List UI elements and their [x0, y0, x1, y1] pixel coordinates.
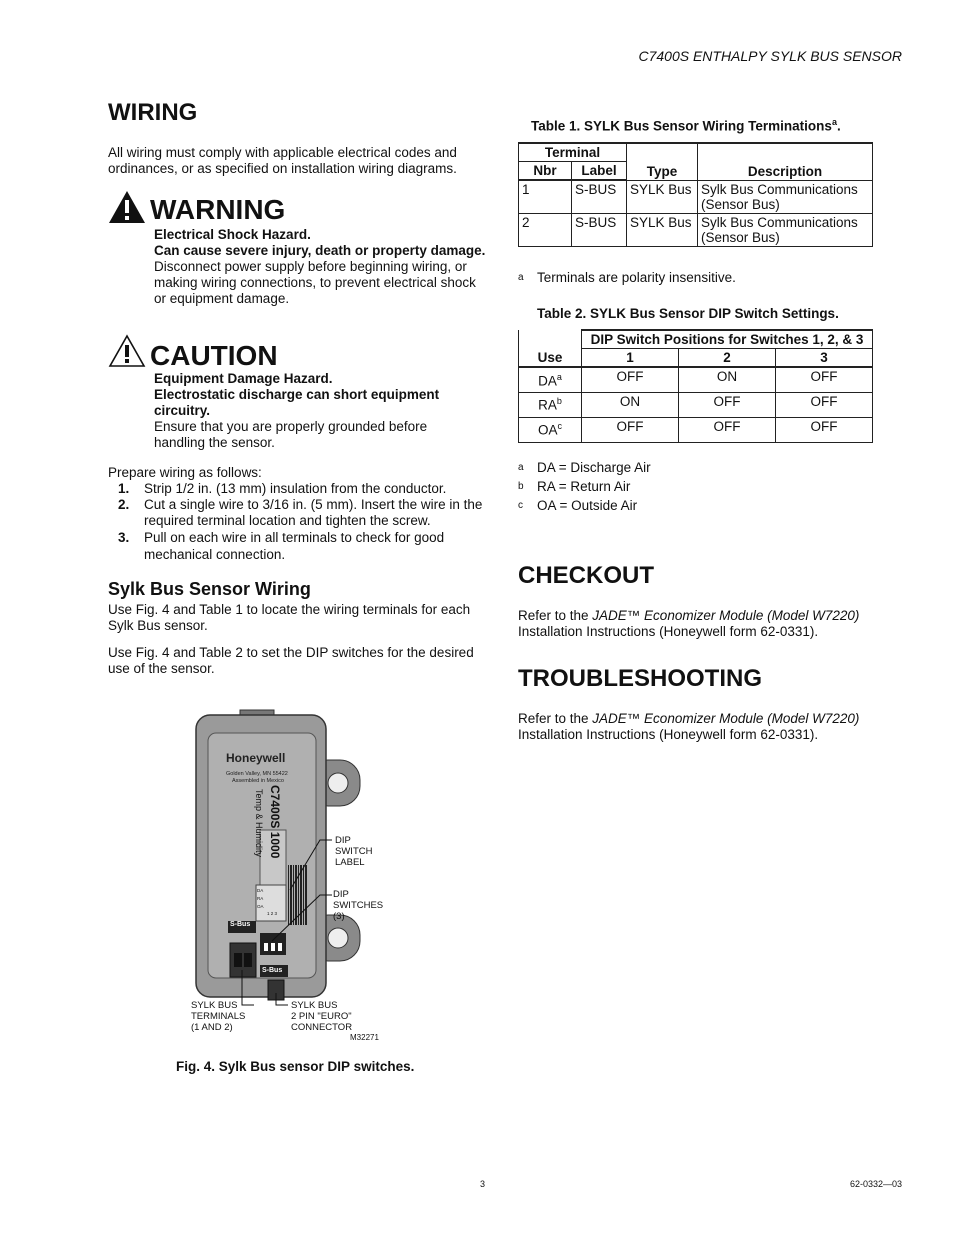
label-sylk-terminals: SYLK BUS TERMINALS (1 AND 2): [191, 1000, 246, 1033]
warning-line2: Can cause severe injury, death or property damage.: [154, 243, 486, 258]
running-header: C7400S ENTHALPY SYLK BUS SENSOR: [638, 48, 902, 64]
list-item: 3. Pull on each wire in all terminals to check for good mechanical connection.: [118, 530, 445, 562]
table2-header-3: 3: [775, 349, 872, 368]
sylk-heading: Sylk Bus Sensor Wiring: [108, 579, 311, 599]
table1-header-nbr: Nbr: [519, 162, 572, 181]
warning-title: WARNING: [150, 194, 286, 225]
figure-address: Golden Valley, MN 55422 Assembled in Mexico: [226, 771, 288, 784]
table-row: 1 S-BUS SYLK Bus Sylk Bus Communications (Sensor Bus): [519, 180, 873, 213]
table1-header-label: Label: [572, 162, 627, 181]
warning-line1: Electrical Shock Hazard.: [154, 227, 311, 242]
table2-header-use: Use: [519, 330, 582, 367]
table-row: $RA^b$ ON OFF OFF: [519, 392, 873, 417]
wiring-intro: All wiring must comply with applicable electrical codes and ordinances, or as specified on installation wiring diagrams.: [108, 145, 457, 176]
document-number: 62-0332—03: [849, 1179, 902, 1189]
caution-icon: [108, 334, 148, 370]
table2-caption: Table 2. SYLK Bus Sensor DIP Switch Settings.: [537, 306, 839, 321]
table1-header-type: Type: [627, 143, 698, 180]
warning-block: [154, 227, 489, 307]
table-row: $DA^a$ OFF ON OFF: [519, 367, 873, 392]
table2-header-2: 2: [678, 349, 775, 368]
figure-dip-label: DA RA OA 1 2 3: [257, 888, 278, 916]
troubleshooting-heading: TROUBLESHOOTING: [518, 665, 762, 692]
caution-block: [154, 371, 474, 451]
table2-header-1: 1: [582, 349, 679, 368]
table-row: $OA^c$ OFF OFF OFF: [519, 417, 873, 442]
warning-body: Disconnect power supply before beginning wiring, or making wiring connections, to prevent electrical shock or equipment damage.: [154, 259, 476, 306]
figure-brand: Honeywell: [226, 751, 286, 765]
caution-line2: Electrostatic discharge can short equipment circuitry.: [154, 387, 440, 418]
figure-subtitle: Temp & Humidity: [254, 789, 264, 858]
table1: [518, 142, 873, 247]
checkout-text: Refer to the JADE™ Economizer Module (Model W7220) Installation Instructions (Honeywell form 62-0331).: [518, 608, 860, 639]
table-row: 2 S-BUS SYLK Bus Sylk Bus Communications (Sensor Bus): [519, 213, 873, 246]
troubleshooting-text: Refer to the JADE™ Economizer Module (Model W7220) Installation Instructions (Honeywell form 62-0331).: [518, 711, 860, 742]
figure-model: C7400S 1000: [268, 785, 282, 859]
figure-code: M32271: [350, 1033, 379, 1042]
caution-title: CAUTION: [150, 340, 278, 371]
sylk-paragraph-1: Use Fig. 4 and Table 1 to locate the wiring terminals for each Sylk Bus sensor.: [108, 602, 471, 633]
table1-group-header: Terminal: [519, 143, 627, 162]
sylk-paragraph-2: Use Fig. 4 and Table 2 to set the DIP switches for the desired use of the sensor.: [108, 645, 474, 676]
figure-sbus-bottom: S-Bus: [262, 967, 283, 974]
table2-group-header: DIP Switch Positions for Switches 1, 2, & 3: [582, 330, 873, 349]
label-sylk-connector: SYLK BUS 2 PIN "EURO" CONNECTOR: [291, 1000, 353, 1033]
figure-sbus-left: S-Bus: [230, 921, 251, 928]
page-number: 3: [480, 1179, 486, 1189]
caution-body: Ensure that you are properly grounded before handling the sensor.: [154, 419, 428, 450]
table2-footnotes: a DA = Discharge Air b RA = Return Air c OA = Outside Air: [518, 460, 651, 513]
sensor-figure: [180, 705, 400, 1050]
wiring-heading: WIRING: [108, 99, 198, 126]
table2: [518, 329, 873, 443]
warning-icon: [108, 190, 148, 226]
label-dip-switch-label: DIP SWITCH LABEL: [335, 835, 373, 868]
steps-list: [108, 481, 490, 563]
table1-header-description: Description: [698, 143, 873, 180]
label-dip-switches: DIP SWITCHES (3): [333, 889, 384, 922]
caution-line1: Equipment Damage Hazard.: [154, 371, 333, 386]
list-item: 2. Cut a single wire to 3/16 in. (5 mm). Insert the wire in the required terminal location and tighten the screw.: [118, 497, 483, 528]
table1-caption: Table 1. SYLK Bus Sensor Wiring Terminations$^a$.: [531, 117, 841, 134]
prepare-text: Prepare wiring as follows:: [108, 465, 262, 480]
checkout-heading: CHECKOUT: [518, 562, 654, 589]
table1-footnote: a Terminals are polarity insensitive.: [518, 270, 736, 285]
list-item: 1. Strip 1/2 in. (13 mm) insulation from the conductor.: [118, 481, 447, 496]
figure-caption: Fig. 4. Sylk Bus sensor DIP switches.: [176, 1059, 415, 1074]
